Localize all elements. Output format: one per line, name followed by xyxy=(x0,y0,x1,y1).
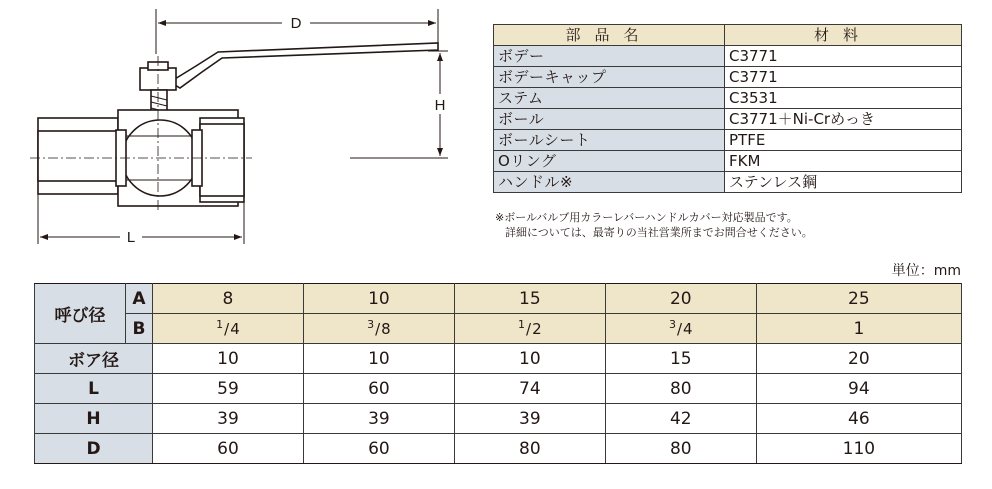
size-row-b xyxy=(35,314,962,344)
table-row xyxy=(494,172,962,193)
cell-value: 39 xyxy=(454,404,605,434)
table-row xyxy=(494,109,962,130)
fraction-denominator: 4 xyxy=(230,319,240,338)
table-row xyxy=(35,434,962,464)
cell-value: 80 xyxy=(605,374,756,404)
size-a-value: 15 xyxy=(454,284,605,314)
cell-value: 59 xyxy=(153,374,304,404)
size-a-value: 20 xyxy=(605,284,756,314)
cell-value: 42 xyxy=(605,404,756,434)
material-name: ステンレス鋼 xyxy=(725,172,962,193)
cell-value: 74 xyxy=(454,374,605,404)
table-row xyxy=(35,374,962,404)
size-b-value: $^3$/8 xyxy=(303,314,454,344)
part-name: ボールシート xyxy=(494,130,725,151)
material-name: C3531 xyxy=(725,88,962,109)
table-row xyxy=(494,151,962,172)
nominal-size-label: 呼び径 xyxy=(35,284,126,344)
note-line-2: 詳細については、最寄りの当社営業所までお問合せください。 xyxy=(505,226,813,239)
material-name: FKM xyxy=(725,151,962,172)
part-name: ボデー xyxy=(494,46,725,67)
part-name: ステム xyxy=(494,88,725,109)
fraction-denominator: 4 xyxy=(683,319,693,338)
dim-h-label: H xyxy=(434,97,446,114)
header-part-name: 部品名 xyxy=(494,25,725,46)
table-row xyxy=(494,88,962,109)
size-a-label: A xyxy=(126,284,153,314)
materials-table xyxy=(493,24,962,193)
size-b-value: $^1$/2 xyxy=(454,314,605,344)
part-name: Oリング xyxy=(494,151,725,172)
fraction-numerator: 1 xyxy=(216,317,224,331)
cell-value: 15 xyxy=(605,344,756,374)
table-row xyxy=(494,46,962,67)
material-name: C3771＋Ni-Crめっき xyxy=(725,109,962,130)
fraction-denominator: 8 xyxy=(381,319,391,338)
fraction-numerator: 3 xyxy=(367,317,375,331)
table-row xyxy=(35,344,962,374)
part-name: ハンドル※ xyxy=(494,172,725,193)
valve-drawing xyxy=(20,6,470,252)
cell-value: 46 xyxy=(756,404,961,434)
unit-label: 単位：mm xyxy=(891,263,961,279)
size-b-label: B xyxy=(126,314,153,344)
size-b-value: $^3$/4 xyxy=(605,314,756,344)
cell-value: 10 xyxy=(153,344,304,374)
table-row xyxy=(494,130,962,151)
size-b-value: $^1$/4 xyxy=(153,314,304,344)
row-label: H xyxy=(35,404,153,434)
cell-value: 20 xyxy=(756,344,961,374)
material-name: C3771 xyxy=(725,67,962,88)
size-a-value: 10 xyxy=(303,284,454,314)
cell-value: 60 xyxy=(303,434,454,464)
cell-value: 80 xyxy=(454,434,605,464)
table-row xyxy=(35,404,962,434)
size-b-value: 1 xyxy=(756,314,961,344)
dim-d-label: D xyxy=(290,15,302,32)
row-label: ボア径 xyxy=(35,344,153,374)
row-label: L xyxy=(35,374,153,404)
dimensions-table xyxy=(34,283,962,464)
note-line-1: ※ボールバルブ用カラーレバーハンドルカバー対応製品です。 xyxy=(495,211,798,224)
fraction-numerator: 1 xyxy=(518,317,526,331)
cell-value: 110 xyxy=(756,434,961,464)
material-name: PTFE xyxy=(725,130,962,151)
size-row-a xyxy=(35,284,962,314)
part-name: ボール xyxy=(494,109,725,130)
size-a-value: 25 xyxy=(756,284,961,314)
fraction-numerator: 3 xyxy=(668,317,676,331)
fraction-denominator: 2 xyxy=(532,319,542,338)
size-a-value: 8 xyxy=(153,284,304,314)
handle-note xyxy=(495,210,813,240)
cell-value: 94 xyxy=(756,374,961,404)
cell-value: 39 xyxy=(153,404,304,434)
material-name: C3771 xyxy=(725,46,962,67)
materials-header-row xyxy=(494,25,962,46)
cell-value: 39 xyxy=(303,404,454,434)
row-label: D xyxy=(35,434,153,464)
dim-l-label: L xyxy=(126,229,136,246)
cell-value: 10 xyxy=(303,344,454,374)
table-row xyxy=(494,67,962,88)
cell-value: 60 xyxy=(153,434,304,464)
cell-value: 60 xyxy=(303,374,454,404)
part-name: ボデーキャップ xyxy=(494,67,725,88)
header-material: 材料 xyxy=(725,25,962,46)
cell-value: 10 xyxy=(454,344,605,374)
cell-value: 80 xyxy=(605,434,756,464)
